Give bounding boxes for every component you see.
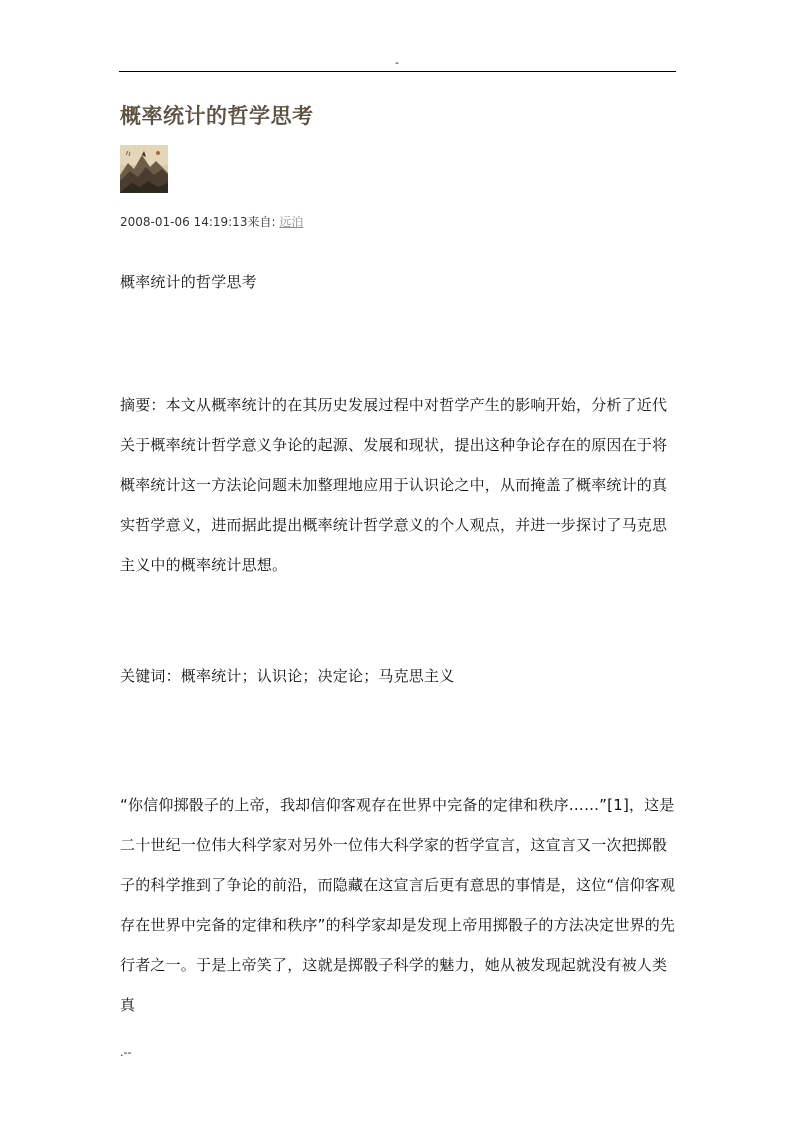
author-avatar[interactable] bbox=[120, 145, 168, 193]
landscape-painting-icon bbox=[120, 145, 168, 193]
article-title: 概率统计的哲学思考 bbox=[120, 104, 314, 128]
article-subtitle: 概率统计的哲学思考 bbox=[120, 273, 257, 291]
keywords-paragraph: 关键词：概率统计；认识论；决定论；马克思主义 bbox=[120, 667, 455, 685]
page-footer-mark: .-- bbox=[120, 1046, 132, 1059]
page-header-mark: - bbox=[395, 56, 399, 69]
header-divider bbox=[119, 71, 676, 72]
source-label: 来自: bbox=[247, 215, 280, 229]
post-datetime: 2008-01-06 14:19:13 bbox=[120, 215, 248, 229]
body-paragraph: “你信仰掷骰子的上帝，我却信仰客观存在世界中完备的定律和秩序……”[1]，这是二十世纪一位伟大科学家对另外一位伟大科学家的哲学宣言，这宣言又一次把掷骰子的科学推到了争论的前沿，而隐藏在这宣言后更有意思的事情是，这位“信仰客观存在世界中完备的定律和秩序”的科学家却是发现上帝用掷骰子的方法决定世界的先行者之一。于是上帝笑了，这就是掷骰子科学的魅力，她从被发现起就没有被人类真 bbox=[120, 796, 676, 1014]
abstract-paragraph: 摘要：本文从概率统计的在其历史发展过程中对哲学产生的影响开始，分析了近代关于概率统计哲学意义争论的起源、发展和现状，提出这种争论存在的原因在于将概率统计这一方法论问题未加整理地应用于认识论之中，从而掩盖了概率统计的真实哲学意义，进而据此提出概率统计哲学意义的个人观点，并进一步探讨了马克思主义中的概率统计思想。 bbox=[120, 396, 668, 574]
post-meta bbox=[120, 213, 303, 231]
author-link[interactable]: 远泊 bbox=[279, 215, 304, 229]
